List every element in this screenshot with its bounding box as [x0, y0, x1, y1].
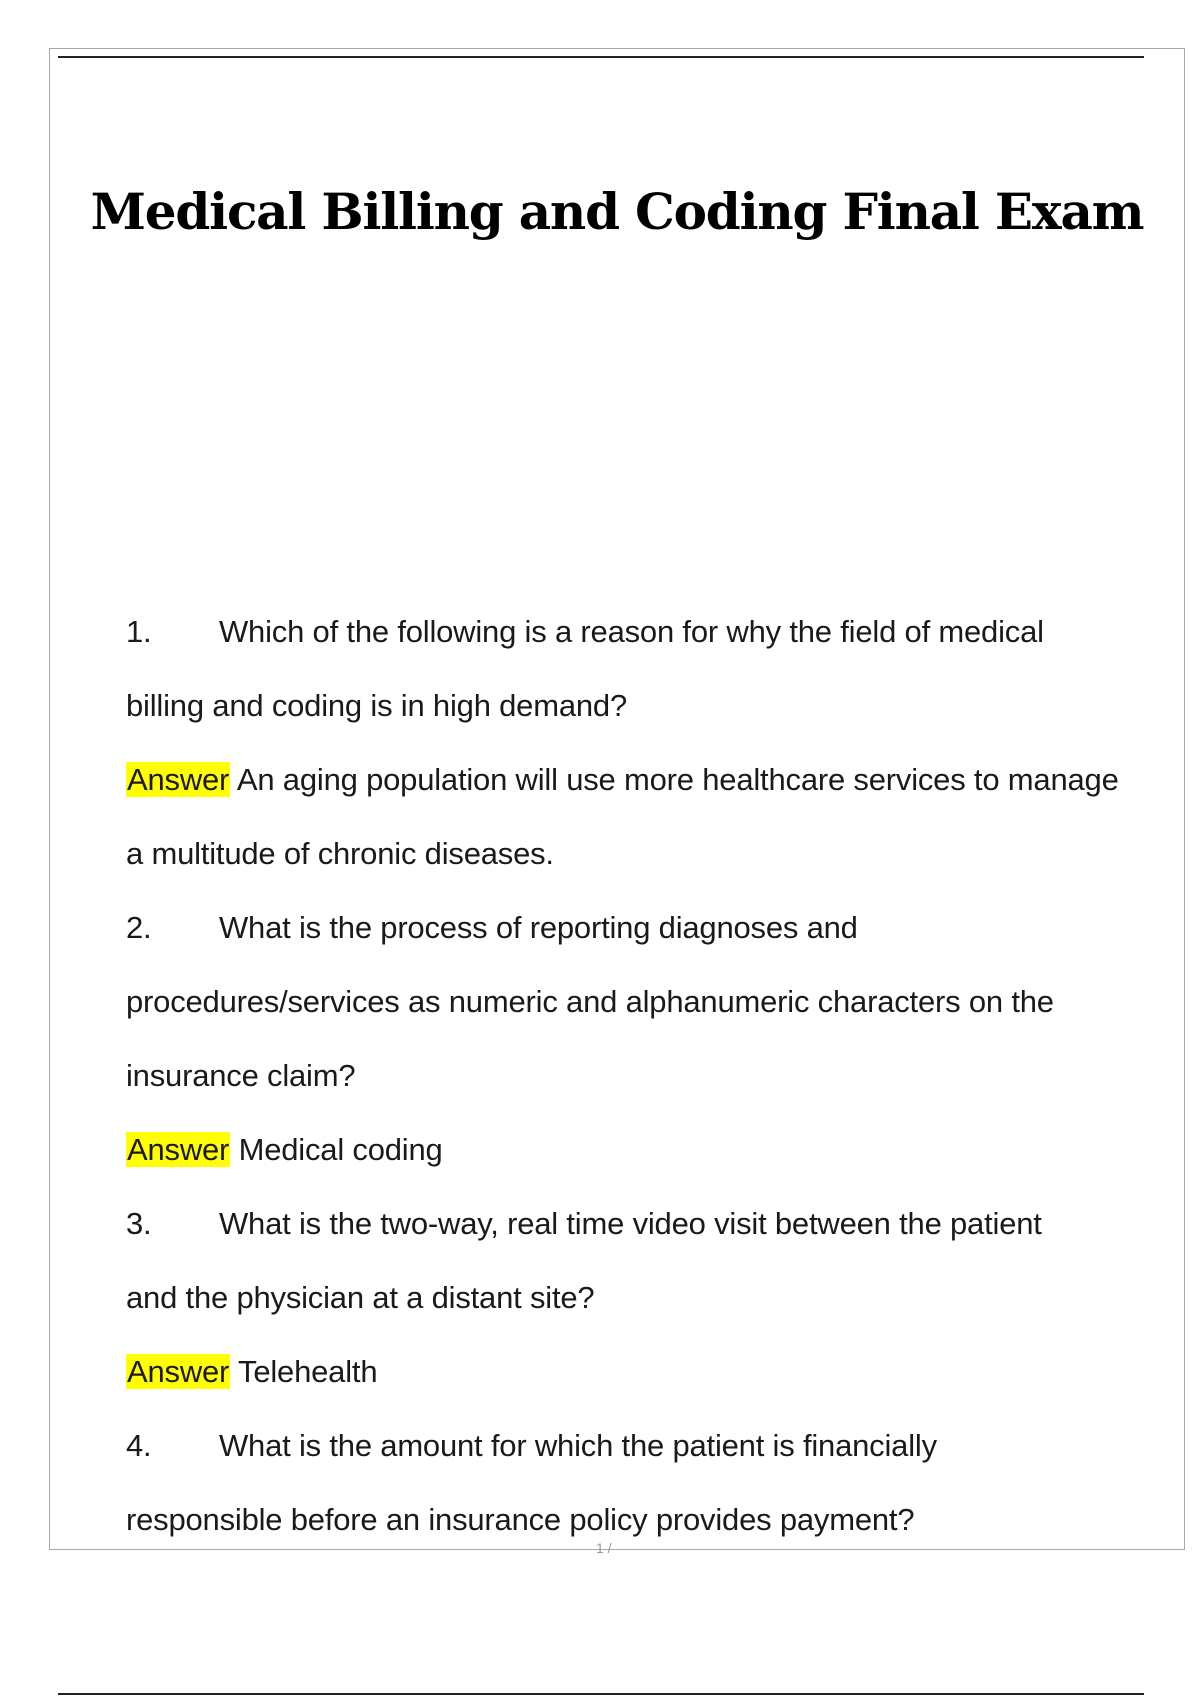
question-text-continued: procedures/services as numeric and alphanumeric characters on the insurance claim?: [126, 984, 1054, 1093]
question-text-line: What is the process of reporting diagnoses and: [219, 910, 858, 945]
question-number: 3.: [126, 1206, 152, 1241]
question-text-line: Which of the following is a reason for why the field of medical: [219, 614, 1044, 649]
answer-text: Medical coding: [238, 1132, 443, 1167]
answer-1: [126, 743, 1126, 891]
answer-3: [126, 1335, 1126, 1409]
answer-label-highlight: Answer: [127, 1132, 230, 1167]
top-rule: [58, 56, 1144, 58]
question-2: [126, 891, 1126, 1113]
exam-content: [126, 595, 1126, 1557]
bottom-rule: [58, 1693, 1144, 1695]
answer-label-highlight: Answer: [127, 1354, 230, 1389]
question-text-continued: billing and coding is in high demand?: [126, 688, 628, 723]
question-number: 2.: [126, 910, 152, 945]
question-text-line: What is the two-way, real time video visit between the patient: [219, 1206, 1042, 1241]
question-4: [126, 1409, 1126, 1557]
document-title: Medical Billing and Coding Final Exam: [90, 182, 1144, 241]
question-text-line: What is the amount for which the patient is financially: [219, 1428, 937, 1463]
answer-text: An aging population will use more healthcare services to manage a multitude of chronic diseases.: [126, 762, 1119, 871]
answer-2: [126, 1113, 1126, 1187]
question-1: [126, 595, 1126, 743]
question-text-continued: responsible before an insurance policy provides payment?: [126, 1502, 915, 1537]
answer-text: Telehealth: [238, 1354, 378, 1389]
question-3: [126, 1187, 1126, 1335]
question-number: 1.: [126, 614, 152, 649]
question-text-continued: and the physician at a distant site?: [126, 1280, 595, 1315]
page-number: 1 /: [596, 1540, 612, 1556]
answer-label-highlight: Answer: [127, 762, 230, 797]
question-number: 4.: [126, 1428, 152, 1463]
